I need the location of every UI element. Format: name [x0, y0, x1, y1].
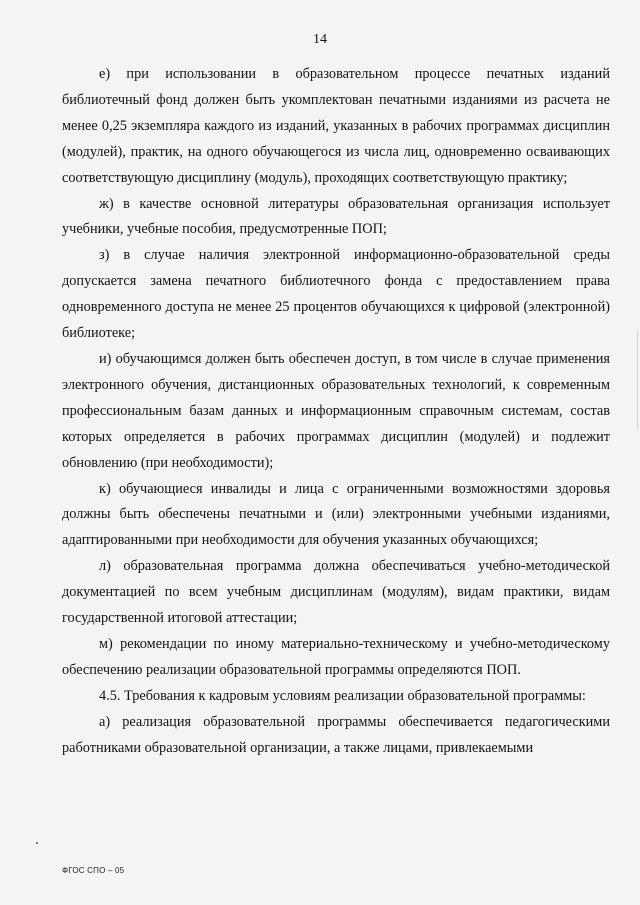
paragraph-i: и) обучающимся должен быть обеспечен доступ, в том числе в случае применения электронного обучения, дистанционных образовательных технологий, к современным профессиональным базам данных и информационным справочным системам, состав которых определяется в рабочих программах дисциплин (модулей) и подлежит обновлению (при необходимости);: [62, 350, 610, 471]
paragraph-a: а) реализация образовательной программы обеспечивается педагогическими работниками образовательной организации, а также лицами, привлекаемыми: [62, 713, 610, 756]
page-number: 14: [313, 32, 327, 47]
paragraph-zh: ж) в качестве основной литературы образовательная организация использует учебники, учебные пособия, предусмотренные ПОП;: [62, 195, 610, 238]
paragraph-m: м) рекомендации по иному материально-техническому и учебно-методическому обеспечению реализации образовательной программы определяются ПОП.: [62, 635, 610, 678]
scan-dot: [36, 842, 38, 844]
document-body: [62, 62, 610, 761]
paragraph-z: з) в случае наличия электронной информационно-образовательной среды допускается замена печатного библиотечного фонда с предоставлением права одновременного доступа не менее 25 процентов обучающихся к цифровой (электронной) библиотеке;: [62, 247, 610, 342]
footer-label: ФГОС СПО – 05: [62, 866, 125, 875]
paragraph-l: л) образовательная программа должна обеспечиваться учебно-методической документацией по всем учебным дисциплинам (модулям), видам практики, видам государственной итоговой аттестации;: [62, 558, 610, 627]
paragraph-e: е) при использовании в образовательном процессе печатных изданий библиотечный фонд должен быть укомплектован печатными изданиями из расчета не менее 0,25 экземпляра каждого из изданий, указанных в рабочих программах дисциплин (модулей), практик, на одного обучающегося из числа лиц, одновременно осваивающих соответствующую дисциплину (модуль), проходящих соответствующую практику;: [62, 66, 610, 186]
scan-edge-line: [637, 330, 638, 430]
section-heading-4-5: 4.5. Требования к кадровым условиям реализации образовательной программы:: [99, 687, 586, 704]
paragraph-k: к) обучающиеся инвалиды и лица с ограниченными возможностями здоровья должны быть обеспечены печатными и (или) электронными учебными изданиями, адаптированными при необходимости для обучения указанных обучающихся;: [62, 480, 610, 549]
